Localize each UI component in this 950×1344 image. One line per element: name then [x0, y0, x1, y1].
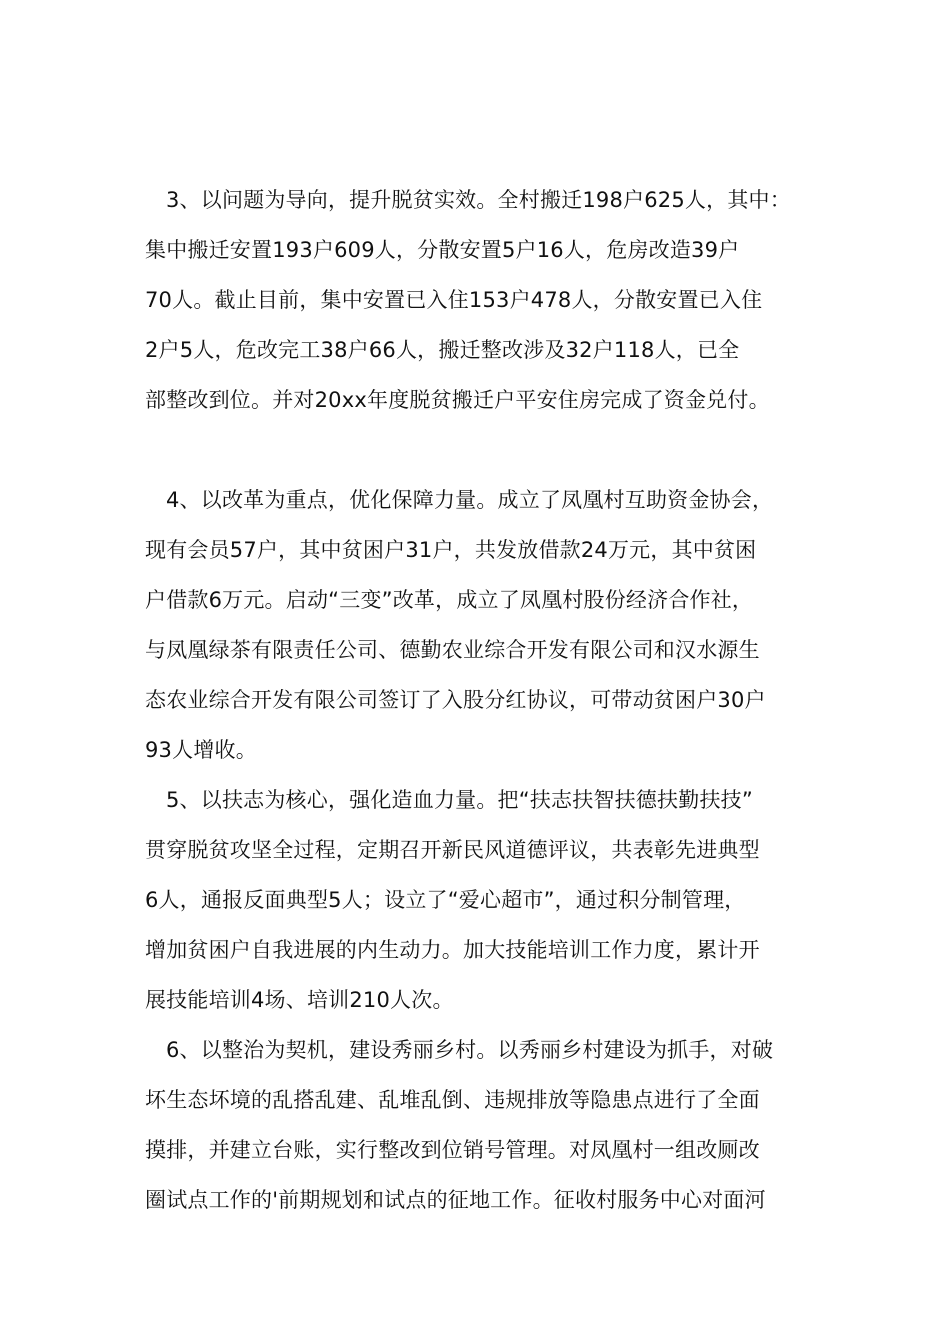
- paragraph-4-line-2: 现有会员57户，其中贫困户31户，共发放借款24万元，其中贫困: [145, 538, 757, 562]
- paragraph-4-line-5: 态农业综合开发有限公司签订了入股分红协议，可带动贫困户30户: [145, 688, 766, 712]
- paragraph-5-line-4: 增加贫困户自我进展的内生动力。加大技能培训工作力度，累计开: [145, 938, 760, 962]
- paragraph-3-line-5: 部整改到位。并对20xx年度脱贫搬迁户平安住房完成了资金兑付。: [145, 388, 770, 412]
- paragraph-4-line-4: 与凤凰绿茶有限责任公司、德勤农业综合开发有限公司和汉水源生: [145, 638, 760, 662]
- paragraph-6-line-4: 圈试点工作的'前期规划和试点的征地工作。征收村服务中心对面河: [145, 1188, 766, 1212]
- paragraph-6-line-2: 坏生态坏境的乱搭乱建、乱堆乱倒、违规排放等隐患点进行了全面: [145, 1088, 760, 1112]
- paragraph-5-line-3: 6人，通报反面典型5人；设立了“爱心超市”，通过积分制管理，: [145, 888, 746, 912]
- paragraph-6-line-1: 6、以整治为契机，建设秀丽乡村。以秀丽乡村建设为抓手，对破: [166, 1038, 774, 1062]
- paragraph-4-line-6: 93人增收。: [145, 738, 257, 762]
- paragraph-5-line-1: 5、以扶志为核心，强化造血力量。把“扶志扶智扶德扶勤扶技”: [166, 788, 753, 812]
- paragraph-4-line-3: 户借款6万元。启动“三变”改革，成立了凤凰村股份经济合作社，: [145, 588, 754, 612]
- paragraph-6-line-3: 摸排，并建立台账，实行整改到位销号管理。对凤凰村一组改厕改: [145, 1138, 760, 1162]
- paragraph-3-line-1: 3、以问题为导向，提升脱贫实效。全村搬迁198户625人，其中：: [166, 188, 791, 212]
- paragraph-3-line-3: 70人。截止目前，集中安置已入住153户478人，分散安置已入住: [145, 288, 763, 312]
- paragraph-5-line-5: 展技能培训4场、培训210人次。: [145, 988, 454, 1012]
- paragraph-3-line-4: 2户5人，危改完工38户66人，搬迁整改涉及32户118人，已全: [145, 338, 740, 362]
- paragraph-4-line-1: 4、以改革为重点，优化保障力量。成立了凤凰村互助资金协会，: [166, 488, 774, 512]
- paragraph-3-line-2: 集中搬迁安置193户609人，分散安置5户16人，危房改造39户: [145, 238, 740, 262]
- paragraph-5-line-2: 贯穿脱贫攻坚全过程，定期召开新民风道德评议，共表彰先进典型: [145, 838, 760, 862]
